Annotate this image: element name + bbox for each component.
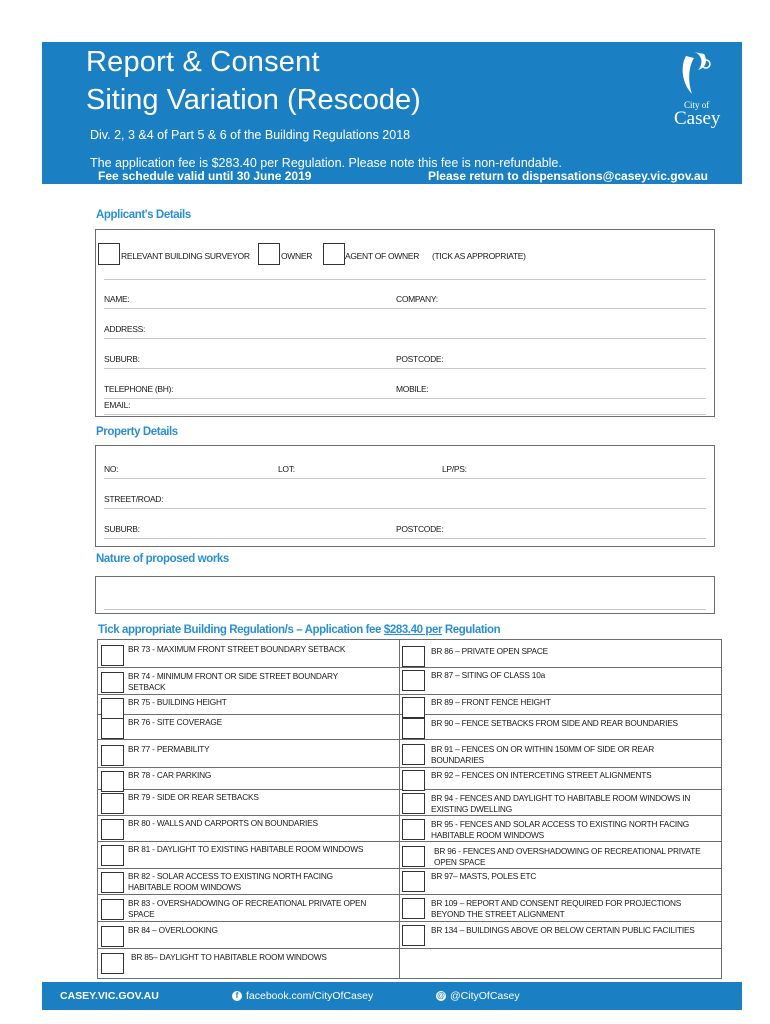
suburb-row[interactable] (104, 352, 706, 369)
regulation-left-checkbox[interactable] (101, 672, 124, 693)
regulation-left-checkbox[interactable] (101, 793, 124, 814)
works-title: Nature of proposed works (96, 553, 229, 565)
regulation-left-checkbox[interactable] (101, 819, 124, 840)
regulations-row-line (97, 767, 721, 768)
property-no-row[interactable] (104, 462, 706, 479)
regulations-title-pre: Tick appropriate Building Regulation/s – Application fee (98, 624, 384, 636)
regulations-row-line (97, 841, 721, 842)
address-label: ADDRESS: (104, 324, 146, 334)
agent-of-owner-label: AGENT OF OWNER (345, 251, 420, 261)
lpps-label: LP/PS: (442, 464, 467, 474)
applicant-title: Applicant's Details (96, 209, 191, 221)
regulations-row-line (97, 948, 721, 949)
regulation-right-checkbox[interactable] (402, 744, 425, 765)
regulation-left-checkbox[interactable] (101, 645, 124, 666)
street-row[interactable] (104, 492, 706, 509)
owner-label: OWNER (281, 251, 313, 261)
regulation-right-label: BR 91 – FENCES ON OR WITHIN 150MM OF SIDE OR REAR BOUNDARIES (431, 744, 655, 765)
regulation-right-checkbox[interactable] (402, 871, 425, 892)
regulation-left-checkbox[interactable] (101, 745, 124, 766)
regulation-left-checkbox[interactable] (101, 698, 124, 719)
relevant-building-surveyor-checkbox[interactable] (98, 243, 120, 265)
return-email[interactable]: Please return to dispensations@casey.vic.gov.au (427, 169, 708, 183)
sub-banner (42, 170, 742, 184)
footer-bar (42, 982, 742, 1010)
casey-logo (668, 50, 728, 130)
company-label: COMPANY: (396, 294, 438, 304)
works-box[interactable] (95, 576, 715, 614)
casey-logo-icon (678, 50, 718, 98)
mobile-label: MOBILE: (396, 384, 429, 394)
property-suburb-row[interactable] (104, 522, 706, 539)
regulation-left-checkbox[interactable] (101, 872, 124, 893)
footer-facebook-text: facebook.com/CityOfCasey (246, 990, 374, 1002)
regulation-right-label: BR 89 – FRONT FENCE HEIGHT (431, 697, 551, 707)
owner-checkbox[interactable] (258, 243, 280, 265)
regulation-left-label: BR 75 - BUILDING HEIGHT (128, 697, 227, 707)
regulation-left-label: BR 84 – OVERLOOKING (128, 925, 218, 935)
regulations-divider (399, 640, 400, 978)
no-label: NO: (104, 464, 119, 474)
fee-note: The application fee is $283.40 per Regulation. Please note this fee is non-refundable. (90, 156, 562, 170)
regulation-right-checkbox[interactable] (402, 846, 425, 867)
regulation-left-label: BR 80 - WALLS AND CARPORTS ON BOUNDARIES (128, 818, 318, 828)
lot-label: LOT: (278, 464, 295, 474)
regulation-right-checkbox[interactable] (402, 793, 425, 814)
header-banner (42, 42, 742, 170)
regulation-left-checkbox[interactable] (101, 899, 124, 920)
applicant-tick-row (104, 262, 706, 280)
regulation-right-checkbox[interactable] (402, 697, 425, 718)
regulation-right-label: BR 96 - FENCES AND OVERSHADOWING OF RECREATIONAL PRIVATE OPEN SPACE (434, 846, 701, 867)
address-row[interactable] (104, 322, 706, 339)
regulation-left-checkbox[interactable] (101, 926, 124, 947)
regulation-left-label: BR 83 - OVERSHADOWING OF RECREATIONAL PRIVATE OPEN SPACE (128, 898, 367, 919)
regulation-left-label: BR 73 - MAXIMUM FRONT STREET BOUNDARY SETBACK (128, 644, 346, 654)
email-row[interactable] (104, 398, 706, 415)
regulation-left-checkbox[interactable] (101, 771, 124, 792)
regulation-left-label: BR 78 - CAR PARKING (128, 770, 212, 780)
email-label: EMAIL: (104, 400, 131, 410)
telephone-row[interactable] (104, 382, 706, 399)
regulation-left-label: BR 85– DAYLIGHT TO HABITABLE ROOM WINDOWS (131, 952, 327, 962)
relevant-building-surveyor-label: RELEVANT BUILDING SURVEYOR (121, 251, 250, 261)
works-line (104, 593, 706, 610)
suburb-label: SUBURB: (104, 354, 140, 364)
regulations-row-line (97, 894, 721, 895)
regulation-left-label: BR 76 - SITE COVERAGE (128, 717, 223, 727)
footer-social-text: @CityOfCasey (450, 990, 520, 1002)
regulations-title-fee: $283.40 per (383, 624, 443, 636)
property-postcode-label: POSTCODE: (396, 524, 444, 534)
subtitle: Div. 2, 3 &4 of Part 5 & 6 of the Building Regulations 2018 (90, 128, 411, 142)
social-icon: @ (437, 991, 445, 1001)
regulation-left-label: BR 79 - SIDE OR REAR SETBACKS (128, 792, 259, 802)
property-title: Property Details (96, 426, 178, 438)
facebook-icon: f (232, 991, 242, 1001)
regulation-right-label: BR 90 – FENCE SETBACKS FROM SIDE AND REAR BOUNDARIES (431, 718, 678, 728)
regulation-left-checkbox[interactable] (101, 953, 124, 974)
regulation-right-checkbox[interactable] (402, 898, 425, 919)
tick-note: (TICK AS APPROPRIATE) (432, 251, 526, 261)
regulation-right-label: BR 134 – BUILDINGS ABOVE OR BELOW CERTAIN PUBLIC FACILITIES (431, 925, 695, 935)
regulations-title (98, 624, 500, 636)
postcode-label: POSTCODE: (396, 354, 444, 364)
regulation-left-label: BR 82 - SOLAR ACCESS TO EXISTING NORTH FACING HABITABLE ROOM WINDOWS (128, 871, 333, 892)
property-box (95, 445, 715, 547)
regulation-left-checkbox[interactable] (101, 845, 124, 866)
regulation-left-checkbox[interactable] (101, 718, 124, 739)
regulation-right-label: BR 95 - FENCES AND SOLAR ACCESS TO EXISTING NORTH FACING HABITABLE ROOM WINDOWS (431, 819, 690, 840)
regulations-row-line (97, 868, 721, 869)
agent-of-owner-checkbox[interactable] (323, 243, 345, 265)
regulation-left-label: BR 81 - DAYLIGHT TO EXISTING HABITABLE ROOM WINDOWS (128, 844, 364, 854)
regulation-right-checkbox[interactable] (402, 670, 425, 691)
regulations-row-line (97, 667, 721, 668)
name-row[interactable] (104, 292, 706, 309)
fee-schedule: Fee schedule valid until 30 June 2019 (98, 169, 312, 183)
footer-website[interactable]: CASEY.VIC.GOV.AU (60, 990, 159, 1002)
property-suburb-label: SUBURB: (104, 524, 140, 534)
regulation-right-label: BR 86 – PRIVATE OPEN SPACE (431, 646, 548, 656)
regulation-right-label: BR 92 – FENCES ON INTERCETING STREET ALIGNMENTS (431, 770, 652, 780)
regulation-right-checkbox[interactable] (402, 819, 425, 840)
logo-city-of: City of (684, 100, 710, 110)
regulations-title-post: Regulation (442, 624, 501, 636)
regulation-left-label: BR 74 - MINIMUM FRONT OR SIDE STREET BOUNDARY SETBACK (128, 671, 338, 692)
footer-facebook[interactable] (232, 990, 373, 1002)
regulation-right-label: BR 109 – REPORT AND CONSENT REQUIRED FOR PROJECTIONS BEYOND THE STREET ALIGNMENT (431, 898, 682, 919)
regulations-row-line (97, 921, 721, 922)
regulations-row-line (97, 739, 721, 740)
regulation-right-checkbox[interactable] (402, 770, 425, 791)
regulations-row-line (97, 694, 721, 695)
regulation-right-label: BR 87 – SITING OF CLASS 10a (431, 670, 546, 680)
name-label: NAME: (104, 294, 130, 304)
regulations-row-line (97, 815, 721, 816)
title-line1: Report & Consent (86, 46, 320, 78)
footer-social[interactable] (436, 990, 520, 1002)
telephone-label: TELEPHONE (BH): (104, 384, 174, 394)
street-label: STREET/ROAD: (104, 494, 164, 504)
regulation-left-label: BR 77 - PERMABILITY (128, 744, 210, 754)
regulation-right-label: BR 94 - FENCES AND DAYLIGHT TO HABITABLE ROOM WINDOWS IN EXISTING DWELLING (431, 793, 691, 814)
regulation-right-label: BR 97– MASTS, POLES ETC (431, 871, 537, 881)
regulation-right-checkbox[interactable] (402, 925, 425, 946)
regulation-right-checkbox[interactable] (402, 718, 425, 739)
regulation-right-checkbox[interactable] (402, 646, 425, 667)
title-line2: Siting Variation (Rescode) (86, 84, 421, 116)
logo-casey: Casey (674, 108, 721, 129)
